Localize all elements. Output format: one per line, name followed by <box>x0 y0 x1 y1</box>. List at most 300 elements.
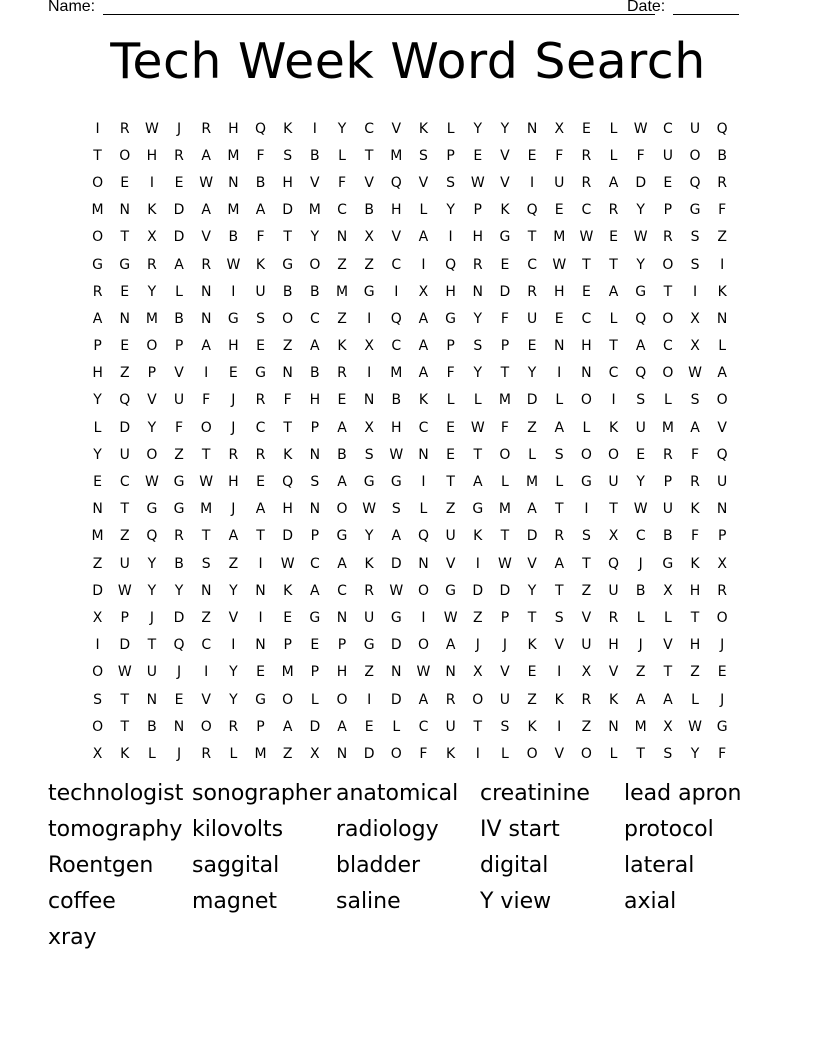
grid-letter: Z <box>119 528 130 545</box>
grid-letter: R <box>228 446 239 463</box>
grid-letter: I <box>204 365 209 382</box>
grid-letter: I <box>530 174 535 191</box>
grid-letter: L <box>636 609 645 626</box>
grid-letter: V <box>500 147 510 164</box>
grid-letter: R <box>608 609 619 626</box>
grid-letter: T <box>364 147 374 164</box>
grid-row <box>84 740 736 767</box>
grid-letter: Z <box>445 501 456 518</box>
grid-letter: V <box>500 664 510 681</box>
grid-letter: X <box>581 664 592 681</box>
grid-letter: B <box>174 310 184 327</box>
word-list-item: tomography <box>48 817 183 842</box>
grid-letter: G <box>255 365 266 382</box>
grid-letter: L <box>718 338 727 355</box>
grid-letter: B <box>391 392 402 409</box>
grid-letter: U <box>608 474 619 491</box>
grid-letter: R <box>201 120 212 137</box>
grid-letter: J <box>720 691 725 708</box>
grid-letter: A <box>337 555 347 572</box>
grid-letter: M <box>390 147 403 164</box>
grid-row <box>84 604 736 631</box>
grid-letter: H <box>391 202 402 219</box>
grid-letter: L <box>501 745 509 762</box>
grid-letter: Q <box>635 365 647 382</box>
grid-letter: I <box>367 691 372 708</box>
grid-letter: R <box>201 745 212 762</box>
word-list-item: Roentgen <box>48 853 154 878</box>
word-list-item: magnet <box>192 889 277 914</box>
grid-letter: U <box>717 474 728 491</box>
grid-letter: C <box>309 310 320 327</box>
grid-letter: H <box>689 582 701 599</box>
grid-letter: O <box>282 310 294 327</box>
grid-letter: O <box>92 718 104 735</box>
grid-letter: W <box>579 229 594 246</box>
grid-letter: S <box>473 338 483 355</box>
grid-letter: K <box>120 745 130 762</box>
grid-letter: Z <box>201 609 211 626</box>
grid-letter: Y <box>147 419 157 436</box>
grid-letter: E <box>310 637 320 654</box>
grid-letter: O <box>716 392 728 409</box>
grid-letter: E <box>120 338 130 355</box>
grid-letter: Q <box>146 528 158 545</box>
grid-letter: O <box>499 446 511 463</box>
grid-letter: I <box>149 174 154 191</box>
grid-letter: O <box>472 691 484 708</box>
grid-letter: Q <box>716 120 728 137</box>
grid-letter: N <box>228 174 239 191</box>
date-label: Date: <box>627 0 666 15</box>
grid-letter: C <box>391 256 402 273</box>
grid-letter: N <box>336 229 348 246</box>
grid-letter: S <box>419 147 428 164</box>
grid-letter: B <box>310 147 320 164</box>
grid-letter: Z <box>527 419 537 436</box>
grid-letter: G <box>635 283 647 300</box>
grid-letter: E <box>717 664 727 681</box>
grid-letter: T <box>500 365 510 382</box>
grid-letter: S <box>93 691 103 708</box>
grid-letter: V <box>418 174 429 191</box>
grid-letter: D <box>526 528 538 545</box>
grid-letter: E <box>581 283 591 300</box>
word-list-item: technologist <box>48 781 184 806</box>
grid-letter: O <box>119 147 131 164</box>
grid-letter: M <box>91 528 104 545</box>
grid-letter: N <box>119 202 130 219</box>
grid-letter: A <box>472 474 483 491</box>
grid-letter: G <box>336 528 348 545</box>
grid-letter: P <box>174 338 184 355</box>
grid-letter: X <box>92 745 103 762</box>
grid-letter: N <box>336 609 348 626</box>
grid-letter: F <box>555 147 564 164</box>
grid-letter: A <box>663 691 673 708</box>
grid-letter: Y <box>337 120 347 137</box>
grid-letter: H <box>309 392 321 409</box>
grid-row <box>84 333 736 360</box>
grid-letter: I <box>557 664 562 681</box>
grid-letter: C <box>364 120 375 137</box>
grid-letter: R <box>581 691 592 708</box>
grid-letter: V <box>500 174 510 191</box>
grid-letter: O <box>336 501 348 518</box>
grid-letter: Y <box>690 745 700 762</box>
grid-letter: B <box>228 229 239 246</box>
grid-letter: D <box>363 745 375 762</box>
grid-letter: G <box>92 256 103 273</box>
grid-letter: O <box>689 147 701 164</box>
grid-letter: V <box>364 174 374 191</box>
grid-letter: I <box>258 555 263 572</box>
grid-letter: A <box>201 338 211 355</box>
grid-letter: L <box>446 392 455 409</box>
grid-letter: I <box>448 229 453 246</box>
grid-letter: P <box>256 718 265 735</box>
grid-letter: C <box>418 718 429 735</box>
grid-letter: T <box>446 474 455 491</box>
grid-letter: Y <box>229 691 238 708</box>
grid-letter: Q <box>526 202 538 219</box>
grid-letter: R <box>690 474 700 491</box>
grid-letter: Y <box>229 582 238 599</box>
grid-letter: P <box>147 365 157 382</box>
grid-row <box>84 305 736 332</box>
grid-letter: L <box>663 392 672 409</box>
grid-letter: R <box>662 446 673 463</box>
grid-letter: M <box>526 474 539 491</box>
grid-letter: T <box>120 691 130 708</box>
grid-letter: P <box>473 202 482 219</box>
grid-letter: X <box>310 745 320 762</box>
grid-letter: C <box>309 555 320 572</box>
grid-row <box>84 169 736 196</box>
grid-letter: J <box>149 609 154 626</box>
grid-letter: H <box>689 637 701 654</box>
grid-letter: E <box>120 283 130 300</box>
grid-letter: L <box>609 120 618 137</box>
grid-letter: M <box>200 501 213 518</box>
grid-letter: M <box>91 202 104 219</box>
grid-letter: L <box>229 745 238 762</box>
grid-letter: A <box>418 365 429 382</box>
grid-letter: R <box>554 528 565 545</box>
grid-letter: T <box>93 147 102 164</box>
grid-letter: U <box>499 691 511 708</box>
grid-letter: K <box>690 555 700 572</box>
grid-letter: N <box>526 120 538 137</box>
grid-letter: L <box>419 501 428 518</box>
grid-letter: F <box>636 147 645 164</box>
grid-letter: N <box>472 283 483 300</box>
grid-letter: G <box>363 474 375 491</box>
grid-letter: I <box>231 637 236 654</box>
grid-letter: R <box>581 174 592 191</box>
grid-letter: R <box>255 446 266 463</box>
grid-letter: U <box>581 637 592 654</box>
grid-letter: D <box>472 582 484 599</box>
page-title: Tech Week Word Search <box>110 33 706 90</box>
grid-letter: F <box>446 365 455 382</box>
grid-letter: G <box>580 474 592 491</box>
grid-letter: W <box>416 664 431 681</box>
grid-letter: K <box>717 283 727 300</box>
grid-letter: G <box>499 229 511 246</box>
grid-letter: R <box>201 256 212 273</box>
grid-letter: R <box>228 718 239 735</box>
grid-letter: X <box>364 229 374 246</box>
letter-grid <box>84 115 736 768</box>
name-line <box>103 14 655 15</box>
grid-row <box>84 441 736 468</box>
grid-letter: D <box>119 637 131 654</box>
grid-letter: R <box>608 202 619 219</box>
grid-letter: Y <box>636 474 645 491</box>
grid-letter: A <box>174 256 184 273</box>
grid-letter: M <box>553 229 566 246</box>
grid-letter: Q <box>635 310 647 327</box>
grid-letter: Z <box>364 256 374 273</box>
grid-letter: N <box>553 338 565 355</box>
grid-letter: G <box>173 474 185 491</box>
grid-letter: J <box>231 419 236 436</box>
grid-letter: I <box>312 120 317 137</box>
grid-letter: C <box>635 528 646 545</box>
grid-letter: I <box>421 609 426 626</box>
grid-letter: N <box>119 310 130 327</box>
grid-letter: Z <box>635 664 646 681</box>
grid-letter: I <box>95 637 100 654</box>
grid-letter: S <box>201 555 211 572</box>
grid-letter: H <box>608 637 619 654</box>
grid-letter: H <box>336 664 348 681</box>
grid-letter: Z <box>119 365 130 382</box>
grid-row <box>84 115 736 142</box>
grid-letter: V <box>228 609 239 626</box>
grid-letter: T <box>636 745 645 762</box>
grid-letter: H <box>228 474 239 491</box>
grid-letter: N <box>608 718 619 735</box>
grid-letter: A <box>228 528 239 545</box>
grid-letter: E <box>500 256 510 273</box>
grid-letter: I <box>95 120 100 137</box>
grid-letter: M <box>281 664 294 681</box>
grid-letter: C <box>337 202 347 219</box>
grid-letter: L <box>555 474 564 491</box>
grid-letter: M <box>145 310 158 327</box>
grid-letter: G <box>662 555 674 572</box>
grid-letter: I <box>231 283 236 300</box>
grid-letter: O <box>580 392 592 409</box>
grid-letter: Z <box>337 256 347 273</box>
grid-letter: L <box>663 609 672 626</box>
grid-letter: Y <box>93 392 102 409</box>
grid-letter: K <box>527 637 537 654</box>
grid-letter: B <box>255 174 266 191</box>
grid-letter: P <box>120 609 129 626</box>
word-list-item: saggital <box>192 853 280 878</box>
grid-row <box>84 632 736 659</box>
grid-letter: K <box>446 745 456 762</box>
grid-letter: E <box>473 147 483 164</box>
grid-letter: I <box>367 310 372 327</box>
grid-letter: C <box>581 310 592 327</box>
grid-letter: D <box>173 229 185 246</box>
grid-letter: O <box>417 637 429 654</box>
grid-letter: E <box>663 174 673 191</box>
grid-letter: V <box>717 419 727 436</box>
grid-letter: F <box>175 419 184 436</box>
grid-letter: F <box>283 392 292 409</box>
grid-letter: R <box>92 283 103 300</box>
grid-letter: I <box>394 283 399 300</box>
grid-letter: W <box>389 582 404 599</box>
grid-letter: P <box>500 338 510 355</box>
grid-letter: O <box>580 745 592 762</box>
grid-letter: Y <box>229 664 238 681</box>
grid-letter: A <box>418 229 429 246</box>
word-list-item: kilovolts <box>192 817 284 842</box>
grid-letter: L <box>147 745 156 762</box>
grid-letter: K <box>690 501 700 518</box>
grid-row <box>84 278 736 305</box>
grid-letter: E <box>256 474 265 491</box>
grid-letter: B <box>663 528 673 545</box>
grid-letter: Y <box>473 310 483 327</box>
grid-letter: M <box>308 202 321 219</box>
grid-letter: Z <box>337 310 347 327</box>
grid-letter: T <box>120 501 130 518</box>
name-label: Name: <box>48 0 96 15</box>
grid-letter: B <box>337 446 347 463</box>
grid-letter: Q <box>390 310 402 327</box>
grid-letter: R <box>174 147 184 164</box>
grid-letter: D <box>309 718 321 735</box>
grid-letter: Z <box>364 664 374 681</box>
grid-letter: W <box>688 365 702 382</box>
grid-letter: U <box>119 446 130 463</box>
grid-letter: V <box>663 637 673 654</box>
grid-letter: G <box>309 609 321 626</box>
grid-row <box>84 577 736 604</box>
grid-letter: H <box>92 365 103 382</box>
grid-letter: T <box>500 528 510 545</box>
grid-letter: D <box>173 609 185 626</box>
grid-letter: W <box>552 256 567 273</box>
grid-letter: I <box>475 555 480 572</box>
grid-letter: R <box>662 229 673 246</box>
grid-letter: E <box>228 365 238 382</box>
grid-letter: G <box>282 256 294 273</box>
grid-letter: H <box>472 229 484 246</box>
grid-letter: F <box>337 174 347 191</box>
grid-letter: O <box>92 664 104 681</box>
grid-letter: E <box>446 446 456 463</box>
grid-letter: S <box>391 501 401 518</box>
grid-letter: W <box>144 120 159 137</box>
grid-letter: V <box>527 555 537 572</box>
grid-letter: M <box>661 419 674 436</box>
grid-letter: S <box>690 229 700 246</box>
grid-letter: J <box>231 501 236 518</box>
grid-letter: A <box>418 310 429 327</box>
grid-letter: P <box>310 528 320 545</box>
grid-letter: U <box>146 664 158 681</box>
grid-letter: O <box>282 691 294 708</box>
grid-letter: T <box>283 229 292 246</box>
grid-letter: N <box>282 365 293 382</box>
grid-letter: P <box>663 202 673 219</box>
grid-letter: Z <box>581 582 592 599</box>
grid-letter: Z <box>92 555 103 572</box>
grid-letter: A <box>527 501 537 518</box>
grid-letter: F <box>690 446 700 463</box>
grid-letter: G <box>255 691 266 708</box>
grid-letter: N <box>363 392 375 409</box>
grid-letter: P <box>446 147 455 164</box>
grid-letter: M <box>254 745 267 762</box>
word-list-item: bladder <box>336 853 421 878</box>
word-list-item: saline <box>336 889 401 914</box>
grid-letter: U <box>554 174 565 191</box>
grid-letter: X <box>92 609 103 626</box>
grid-letter: X <box>147 229 157 246</box>
grid-letter: N <box>581 365 592 382</box>
grid-letter: T <box>554 501 564 518</box>
grid-letter: J <box>638 555 643 572</box>
grid-letter: I <box>720 256 725 273</box>
grid-letter: W <box>389 446 404 463</box>
grid-letter: C <box>337 582 347 599</box>
grid-letter: J <box>176 120 182 137</box>
grid-letter: X <box>690 310 700 327</box>
grid-letter: Z <box>174 446 184 463</box>
grid-letter: I <box>367 365 372 382</box>
grid-letter: H <box>146 147 158 164</box>
grid-letter: Y <box>500 120 510 137</box>
grid-letter: J <box>475 637 480 654</box>
word-list-item: sonographer <box>192 781 332 806</box>
grid-letter: T <box>609 256 618 273</box>
grid-letter: N <box>418 446 429 463</box>
grid-letter: F <box>256 147 265 164</box>
grid-letter: N <box>200 283 212 300</box>
grid-letter: M <box>498 501 511 518</box>
grid-letter: G <box>445 310 457 327</box>
grid-letter: L <box>473 392 482 409</box>
grid-letter: K <box>608 419 619 436</box>
grid-letter: P <box>310 419 320 436</box>
grid-letter: W <box>117 582 132 599</box>
grid-letter: E <box>174 691 184 708</box>
grid-letter: K <box>608 691 619 708</box>
grid-letter: Q <box>445 256 457 273</box>
grid-letter: T <box>256 528 265 545</box>
grid-letter: C <box>662 120 673 137</box>
grid-letter: H <box>282 174 293 191</box>
word-list-item: axial <box>624 889 677 914</box>
date-line <box>673 14 739 15</box>
grid-letter: N <box>200 310 212 327</box>
grid-letter: W <box>633 501 648 518</box>
grid-letter: T <box>473 718 483 735</box>
word-list-item: digital <box>480 853 549 878</box>
grid-letter: A <box>391 528 402 545</box>
grid-letter: E <box>174 174 184 191</box>
grid-letter: J <box>720 637 725 654</box>
